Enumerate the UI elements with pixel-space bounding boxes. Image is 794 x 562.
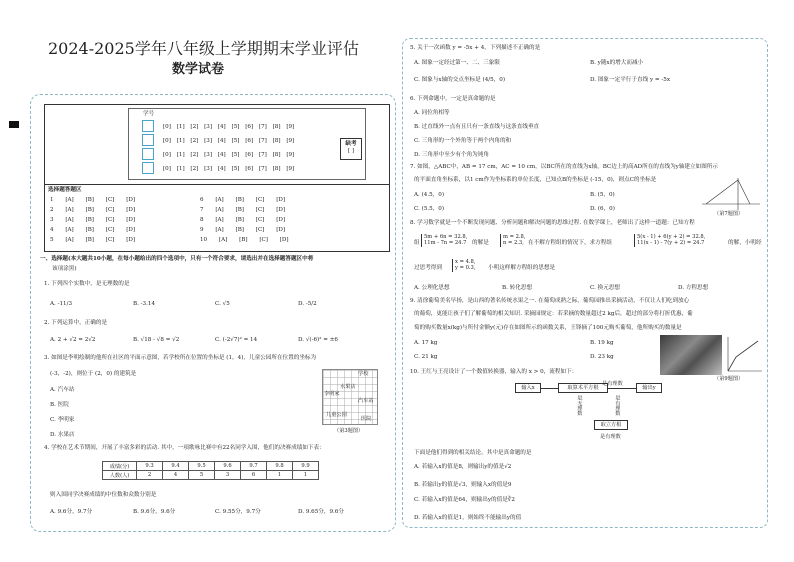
- q8-mid2: 在不解方程组的情况下，求方程组: [528, 240, 612, 246]
- q6-option-b: B. 过直线外一点有且只有一条直线与这条直线垂直: [414, 124, 540, 130]
- q3-figure-caption: （第3题图）: [334, 428, 364, 434]
- flow-arrow: [541, 388, 558, 389]
- q1-stem: 1. 下列四个实数中，是无理数的是: [44, 281, 130, 287]
- table-cell: 9.7: [241, 462, 267, 471]
- map-label: 李明家: [324, 391, 340, 397]
- q3-option-d: D. 水果店: [50, 432, 75, 438]
- flow-rational-label: 是有理数: [602, 381, 623, 387]
- q8-option-a: A. 公理化思想: [414, 285, 450, 291]
- equation: 11(x - 1) - 7(y + 2) = 24.7: [637, 240, 705, 247]
- q3-option-a: A. 汽车站: [50, 387, 75, 393]
- table-cell: 成绩(分): [103, 462, 137, 471]
- flow-output: 输出y: [636, 383, 662, 393]
- q7-option-a: A. (4.5，0): [414, 192, 445, 198]
- q8-line2b: 小明这样解方程组的思想是: [488, 265, 556, 271]
- q1-option-b: B. -3.14: [133, 301, 156, 307]
- q8-option-d: D. 方程思想: [678, 285, 709, 291]
- community-map: [322, 369, 378, 425]
- q5-option-d: D. 图象一定平行于直线 y = -5x: [590, 77, 670, 83]
- choice-row[interactable]: 6 [A] [B] [C] [D]: [200, 197, 286, 203]
- id-boxes: [142, 120, 156, 174]
- q9-stem-cont2: 萄的购买数量x(kg)与所付金额y(元)存在如图所示的函数关系，王锋摘了100元购买葡萄，他所购买的数量是: [414, 325, 682, 331]
- price-graph: [724, 335, 764, 375]
- q9-option-a: A. 17 kg: [414, 340, 438, 346]
- q5-stem: 5. 关于一次函数 y = -5x + 4，下列描述不正确的是: [410, 45, 541, 51]
- q7-stem-cont: 的平面直角坐标系，以1 cm作为坐标系的单位长度，已知点B的坐标是 (-15，0)，则点C的坐标是: [414, 177, 657, 183]
- table-cell: 4: [163, 471, 189, 480]
- q4-option-a: A. 9.6分，9.7分: [50, 509, 93, 515]
- q9-option-c: C. 21 kg: [414, 354, 438, 360]
- q5-option-a: A. 图象一定经过第一、二、三象限: [414, 60, 500, 66]
- equation: 11m - 7n = 24.7: [424, 240, 467, 247]
- q9-stem-cont: 的葡萄，更能让孩子们了解葡萄的相关知识. 采摘园规定：若采摘的数量超过2 kg后，超过的部分将打折优惠，葡: [414, 311, 693, 317]
- table-cell: 9.8: [267, 462, 293, 471]
- digit-row[interactable]: [0] [1] [2] [3] [4] [5] [6] [7] [8] [9]: [163, 138, 295, 144]
- q4-option-d: D. 9.65分，9.6分: [298, 509, 344, 515]
- q4-option-c: C. 9.55分，9.7分: [215, 509, 261, 515]
- map-label: 汽车站: [358, 398, 374, 404]
- q8-xy-solution: [452, 259, 475, 272]
- table-cell: 1: [293, 471, 319, 480]
- q1-option-c: C. √5: [215, 301, 230, 307]
- table-cell: 9.4: [163, 462, 189, 471]
- id-box[interactable]: [142, 120, 154, 132]
- equation: 5(x - 1) + 6(y + 2) = 32.8,: [637, 234, 706, 240]
- absent-box[interactable]: [340, 138, 362, 160]
- q1-option-d: D. -5/2: [298, 301, 317, 307]
- flow-bottom-label: 是有理数: [600, 434, 621, 440]
- page-title: 2024-2025学年八年级上学期期末学业评估: [48, 39, 359, 58]
- equation: m = 2.8,: [503, 234, 526, 240]
- choice-area-label: 选择题答题区: [48, 187, 82, 193]
- q6-option-a: A. 同位角相等: [414, 110, 450, 116]
- equation: n = 2.3,: [503, 240, 524, 247]
- q8-system2: [634, 234, 705, 247]
- q5-option-b: B. y随x的增大而减小: [590, 60, 644, 66]
- q9-stem: 9. 清徐葡萄美名早扬，是山西的著名传统水果之一. 在葡萄成熟之际，葡萄园推出采摘活动，不仅让人们吃到放心: [410, 298, 690, 304]
- flow-sqrt: 取算术平方根: [558, 383, 608, 393]
- table-cell: 2: [137, 471, 163, 480]
- table-cell: 9.3: [137, 462, 163, 471]
- q10-option-b: B. 若输出y的值是√3，则输入x的值是9: [414, 482, 512, 488]
- q4-option-b: B. 9.6分，9.6分: [133, 509, 176, 515]
- choice-row[interactable]: 3 [A] [B] [C] [D]: [50, 217, 136, 223]
- q8-end: 的解，小明经: [728, 240, 762, 246]
- q10-stem: 10. 王红与王亮设计了一个数值转换器，输入的 x > 0，流程如下：: [410, 369, 578, 375]
- table-cell: 3: [215, 471, 241, 480]
- q2-option-c: C. (-2√7)² = 14: [215, 337, 258, 343]
- choice-row[interactable]: 4 [A] [B] [C] [D]: [50, 227, 136, 233]
- q8-line2a: 过思考得到: [414, 265, 442, 271]
- q10-option-c: C. 若输入x的值是64，则输出y的值是∛2: [414, 497, 515, 503]
- q6-stem: 6. 下列命题中，一定是真命题的是: [410, 96, 496, 102]
- triangle-figure: [700, 176, 762, 212]
- q8-mid: 的解是: [472, 240, 489, 246]
- map-label: 学校: [358, 371, 369, 377]
- map-label: 水果店: [340, 384, 356, 390]
- table-cell: 9.9: [293, 462, 319, 471]
- student-id-label: 学号: [143, 111, 155, 117]
- q2-option-a: A. 2 + √2 = 2√2: [50, 337, 96, 343]
- q4-stem: 4. 学校在艺术节期间，开展了丰富多彩的活动. 其中，一项歌咏比赛中有22名同学入围，他们的决赛成绩如下表：: [44, 445, 325, 451]
- equation: 5m + 6n = 32.8,: [424, 234, 468, 240]
- choice-row[interactable]: 2 [A] [B] [C] [D]: [50, 207, 136, 213]
- score-table: [102, 461, 319, 480]
- q9-option-d: D. 23 kg: [590, 354, 614, 360]
- flow-input: 输入x: [515, 383, 541, 393]
- q2-stem: 2. 下列运算中，正确的是: [44, 320, 108, 326]
- q8-stem: 8. 学习数学就是一个不断发现问题、分析问题和解决问题的思维过程. 在数学课上，老师出了这样一道题：已知方程: [410, 220, 695, 226]
- table-cell: 9.6: [215, 462, 241, 471]
- id-box[interactable]: [142, 134, 154, 146]
- q8-option-b: B. 转化思想: [502, 285, 533, 291]
- q3-stem: 3. 如图是李明绘制的他所在社区的平面示意图，若学校所在位置的坐标是 (1，4)，儿童公园所在位置的坐标为: [44, 355, 317, 361]
- table-cell: 人数(人): [103, 471, 137, 480]
- q8-pre: 组: [414, 240, 420, 246]
- flow-irrational-label: 是无理数: [576, 395, 583, 416]
- table-row: [103, 471, 319, 480]
- id-box[interactable]: [142, 162, 154, 174]
- flow-cube-root: 取立方根: [594, 420, 628, 430]
- q7-stem: 7. 如图，△ABC中，AB = 17 cm，AC = 10 cm，以BC所在的直线为x轴，BC边上的高AD所在的直线为y轴建立如图所示: [410, 164, 718, 170]
- choice-rows-right: [200, 197, 289, 244]
- q5-option-c: C. 图象与x轴的交点坐标是 (4/5，0): [414, 77, 506, 83]
- margin-mark: [9, 121, 19, 128]
- q6-option-c: C. 三角形的一个外角等于两个内角的和: [414, 138, 512, 144]
- table-cell: 5: [189, 471, 215, 480]
- map-label: 儿童公园: [326, 412, 347, 418]
- q7-figure-caption: （第7题图）: [714, 211, 744, 217]
- q7-option-d: D. (6，0): [590, 206, 615, 212]
- choice-rows-left: [50, 197, 135, 244]
- map-label: 医院: [361, 416, 372, 422]
- grape-photo: [660, 335, 722, 375]
- q3-option-b: B. 医院: [50, 402, 69, 408]
- q2-option-d: D. √(-6)² = ±6: [298, 337, 338, 343]
- page-subtitle: 数学试卷: [171, 62, 224, 77]
- q10-option-a: A. 若输入x的值是8，则输出y的值是√2: [414, 464, 512, 470]
- choice-row[interactable]: 7 [A] [B] [C] [D]: [200, 207, 286, 213]
- q2-option-b: B. √18 - √8 = √2: [133, 337, 180, 343]
- q9-figure-caption: （第9题图）: [714, 376, 744, 382]
- q8-option-c: C. 换元思想: [590, 285, 621, 291]
- digit-row[interactable]: [0] [1] [2] [3] [4] [5] [6] [7] [8] [9]: [163, 166, 295, 172]
- choice-row[interactable]: 1 [A] [B] [C] [D]: [50, 197, 136, 203]
- q8-system1: [421, 234, 467, 247]
- flow-arrow: [608, 388, 636, 389]
- q7-option-b: B. (5，0): [590, 192, 615, 198]
- q7-option-c: C. (5.5，0): [414, 206, 445, 212]
- q1-option-a: A. -11/3: [50, 301, 73, 307]
- divider: [44, 184, 390, 185]
- absent-mark: [ ]: [347, 148, 355, 154]
- q3-stem-cont: (-3，-2)，则位于 (2，0) 的建筑是: [50, 371, 137, 377]
- table-row: [103, 462, 319, 471]
- choice-row[interactable]: 5 [A] [B] [C] [D]: [50, 237, 136, 243]
- choice-row[interactable]: 8 [A] [B] [C] [D]: [200, 217, 286, 223]
- choice-row[interactable]: 10 [A] [B] [C] [D]: [200, 237, 289, 243]
- equation: y = 0.3,: [455, 265, 476, 272]
- id-box[interactable]: [142, 148, 154, 160]
- q3-option-c: C. 李明家: [50, 417, 75, 423]
- q4-stem-cont: 则入围同学决赛成绩的中位数和众数分别是: [50, 492, 157, 498]
- table-cell: 9.5: [189, 462, 215, 471]
- equation: x = 4.8,: [455, 259, 476, 265]
- q6-option-d: D. 三角形中至少有个角为钝角: [414, 152, 489, 158]
- q9-option-b: B. 19 kg: [590, 340, 614, 346]
- digit-row[interactable]: [0] [1] [2] [3] [4] [5] [6] [7] [8] [9]: [163, 124, 295, 130]
- digit-row[interactable]: [0] [1] [2] [3] [4] [5] [6] [7] [8] [9]: [163, 152, 295, 158]
- absent-label: 缺考: [345, 141, 357, 147]
- table-cell: 1: [267, 471, 293, 480]
- q10-stem-cont: 下面是他们得到的相关结论，其中是真命题的是: [414, 450, 532, 456]
- section-heading-cont: 该项涂黑): [52, 266, 77, 272]
- q10-option-d: D. 若输入x的值是1，则始终不能输出y的值: [414, 515, 522, 521]
- table-cell: 6: [241, 471, 267, 480]
- section-heading: 一、选择题(本大题共10小题，在每小题给出的四个选项中，只有一个符合要求，请选出并在选择题答题区中将: [40, 256, 314, 262]
- q8-solution1: [500, 234, 525, 247]
- flow-square-label: 是有理数: [614, 395, 621, 416]
- choice-row[interactable]: 9 [A] [B] [C] [D]: [200, 227, 286, 233]
